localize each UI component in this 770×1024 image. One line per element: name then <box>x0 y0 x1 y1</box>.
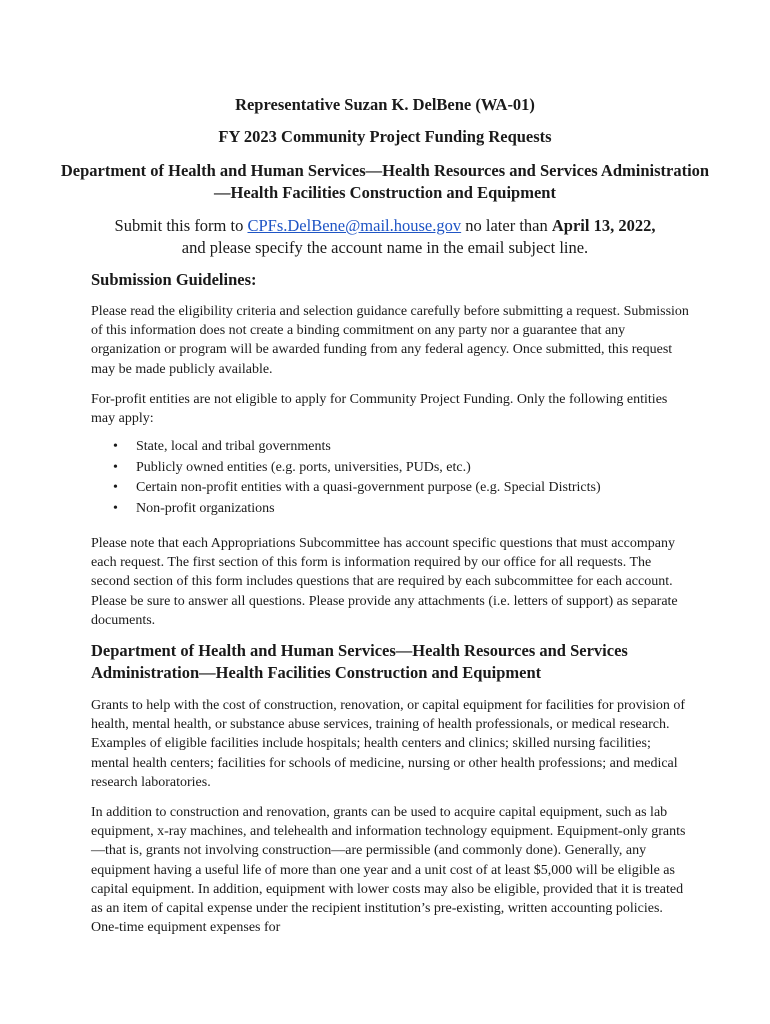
submit-suffix: and please specify the account name in the email subject line. <box>181 238 589 257</box>
department-heading: Department of Health and Human Services—Health Resources and Services Administration—Health Facilities Construction and Equipment <box>60 161 710 202</box>
list-item-text: State, local and tribal governments <box>136 439 331 454</box>
list-item-text: Certain non-profit entities with a quasi-government purpose (e.g. Special Districts) <box>136 480 601 495</box>
submit-prefix: Submit this form to <box>114 216 248 235</box>
deadline: April 13, 2022, <box>551 216 656 235</box>
guidelines-title: Submission Guidelines: <box>91 270 257 289</box>
list-item <box>91 458 691 479</box>
email-link[interactable]: CPFs.DelBene@mail.house.gov <box>247 216 462 235</box>
list-item <box>91 437 691 458</box>
list-item <box>91 478 691 499</box>
eligible-entities-list <box>91 437 691 519</box>
bullet-icon: • <box>113 480 118 495</box>
account-paragraph-2: In addition to construction and renovation, grants can be used to acquire capital equipment, such as lab equipment, x-ray machines, and telehealth and information technology equipment. Equipment-only grants—that is, grants not involving construction—are permissible (and commonly done). Generally, any equipment having a useful life of more than one year and a unit cost of at least $5,000 will be eligible as capital equipment. In addition, equipment with lower costs may also be eligible, provided that it is treated as an item of capital expense under the recipient institution’s pre-existing, written accounting policies. One-time equipment expenses for <box>91 805 686 936</box>
guidelines-paragraph-2: For-profit entities are not eligible to apply for Community Project Funding. Only the following entities may apply: <box>91 392 668 427</box>
guidelines-paragraph-3: Please note that each Appropriations Subcommittee has account specific questions that must accompany each request. The first section of this form is information required by our office for all requests. The second section of this form includes questions that are required by each subcommittee for each account. Please be sure to answer all questions. Please provide any attachments (i.e. letters of support) as separate documents. <box>91 536 678 628</box>
representative-heading: Representative Suzan K. DelBene (WA-01) <box>235 95 535 114</box>
list-item-text: Non-profit organizations <box>136 500 275 516</box>
submit-instructions <box>40 215 730 259</box>
submit-middle: no later than <box>461 216 552 235</box>
account-paragraph-1: Grants to help with the cost of construction, renovation, or capital equipment for facilities for provision of health, mental health, or substance abuse services, training of health professionals, or medical research. Examples of eligible facilities include hospitals; health centers and clinics; skilled nursing facilities; mental health centers; facilities for schools of medicine, nursing or other health professions; and medical research laboratories. <box>91 698 686 790</box>
bullet-icon: • <box>113 500 118 516</box>
bullet-icon: • <box>113 459 118 475</box>
fiscal-year-heading: FY 2023 Community Project Funding Requests <box>218 127 552 146</box>
list-item <box>91 499 691 520</box>
list-item-text: Publicly owned entities (e.g. ports, universities, PUDs, etc.) <box>136 459 471 475</box>
guidelines-paragraph-1: Please read the eligibility criteria and selection guidance carefully before submitting a request. Submission of this information does not create a binding commitment on any party nor a guarantee that any organization or program will be awarded funding from any federal agency. Once submitted, this request may be made publicly available. <box>91 304 689 377</box>
account-section-title: Department of Health and Human Services—Health Resources and Services Administration—Health Facilities Construction and Equipment <box>91 641 628 682</box>
bullet-icon: • <box>113 439 118 454</box>
